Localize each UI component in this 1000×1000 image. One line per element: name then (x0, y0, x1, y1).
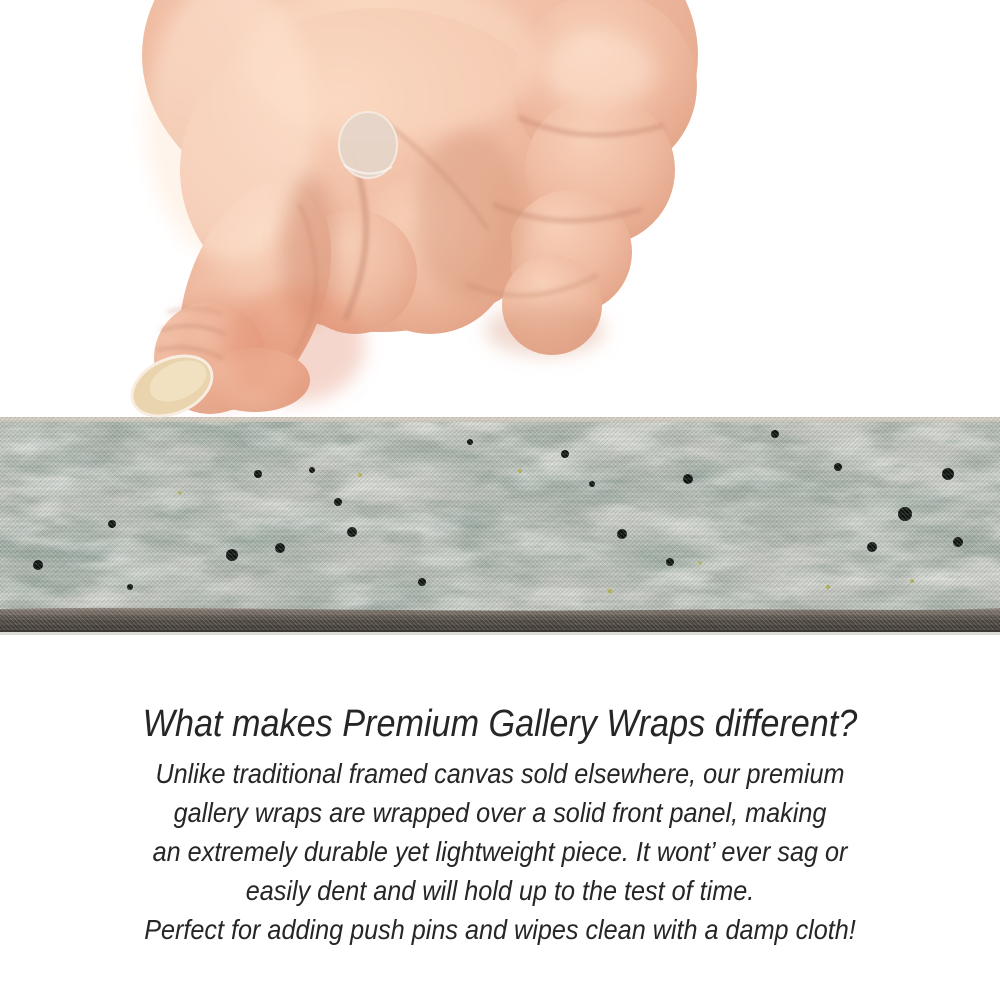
body-line-3: an extremely durable yet lightweight piece. It wont’ ever sag or (152, 836, 848, 867)
finger-creases (158, 118, 662, 358)
body-line-1: Unlike traditional framed canvas sold elsewhere, our premium (155, 758, 845, 789)
headline: What makes Premium Gallery Wraps different? (142, 703, 858, 745)
canvas-edge-photo (0, 413, 1000, 635)
body-line-2: gallery wraps are wrapped over a solid front panel, making (173, 797, 827, 828)
marketing-copy (50, 701, 950, 949)
skin-shadows (172, 130, 605, 408)
body-line-5: Perfect for adding push pins and wipes clean with a damp cloth! (144, 914, 856, 945)
body-line-4: easily dent and will hold up to the test of time. (245, 875, 755, 906)
canvas-weave-overlay (0, 417, 1000, 630)
index-finger-nail (339, 112, 397, 178)
hand-silhouette (142, 0, 698, 431)
hand-photo (0, 0, 1000, 432)
skin-highlights (145, 0, 655, 260)
